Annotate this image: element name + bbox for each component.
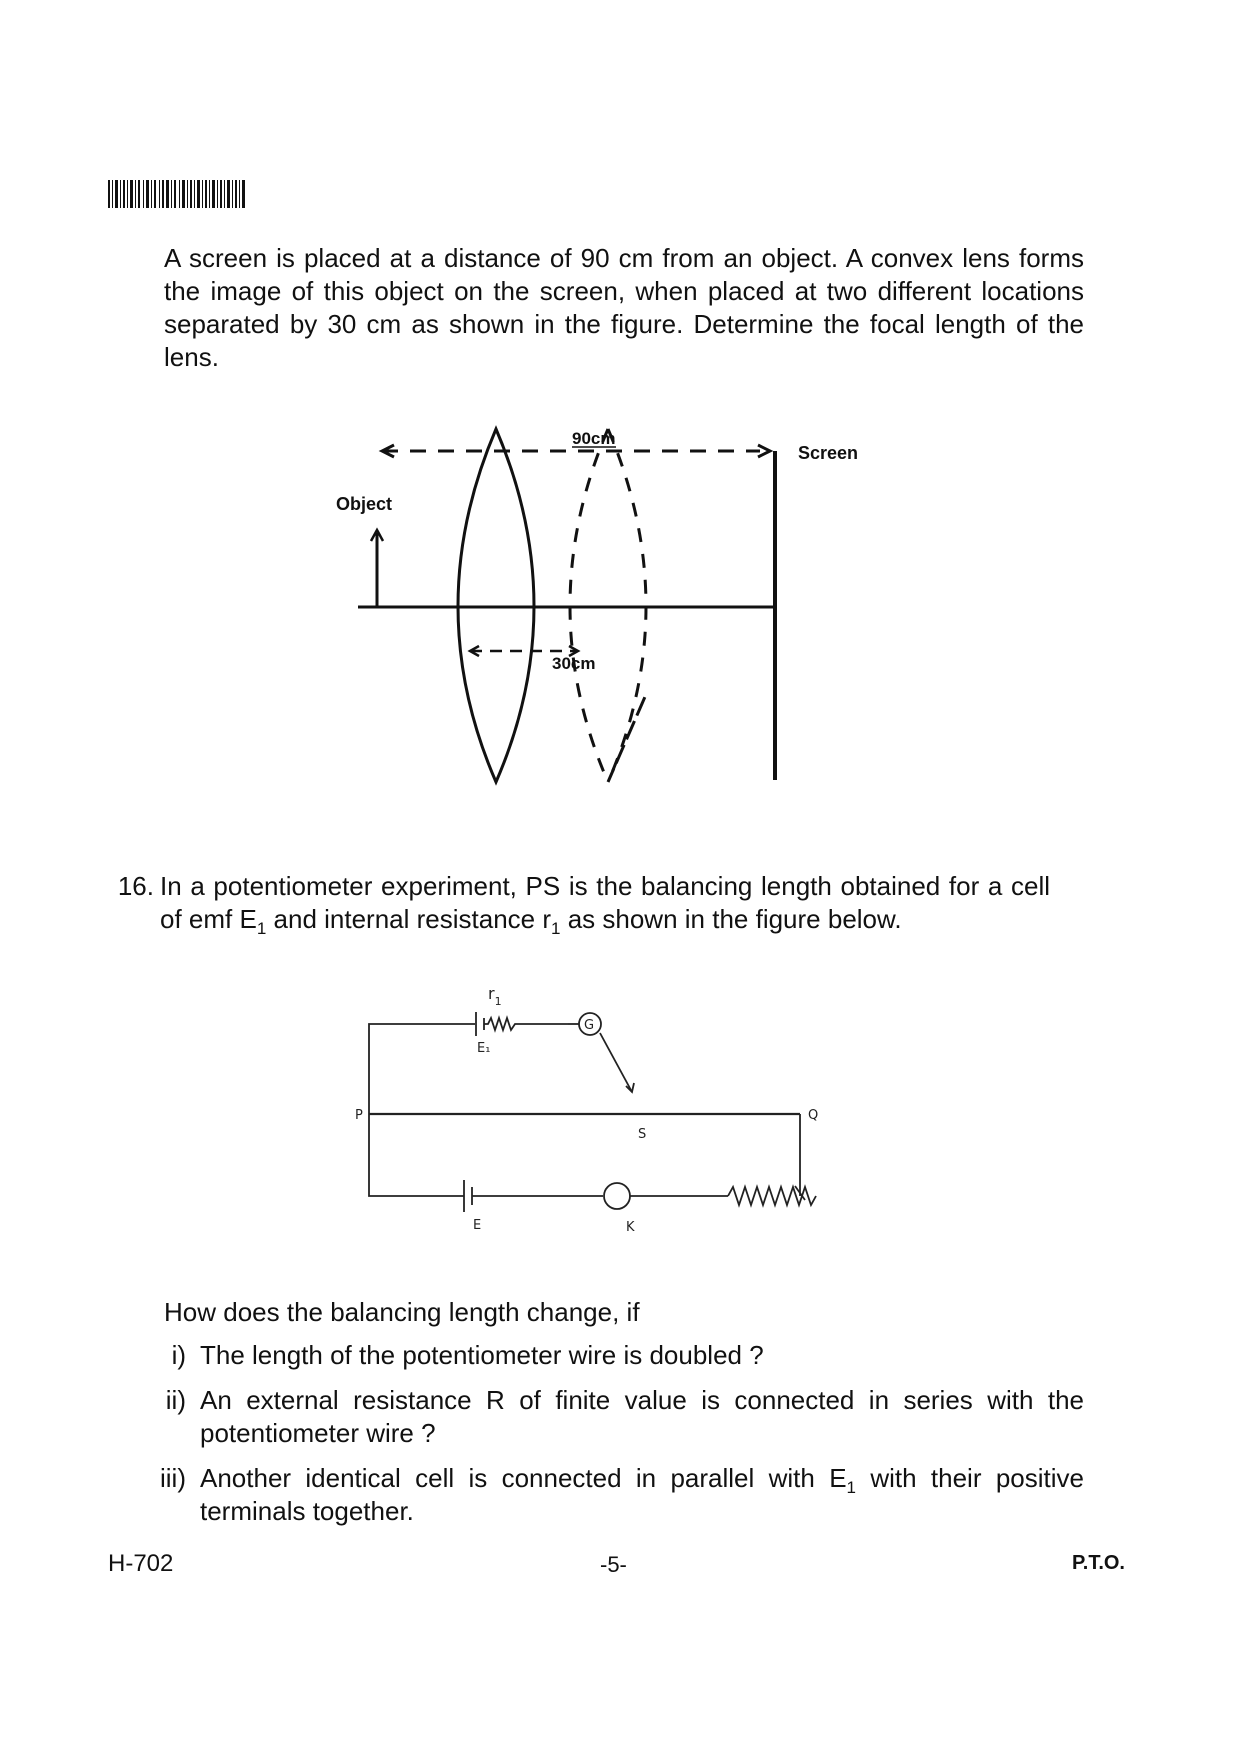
lens-figure	[320, 420, 890, 800]
k-label: K	[626, 1220, 635, 1235]
option-i	[140, 1339, 1088, 1375]
option-ii	[140, 1384, 1088, 1454]
option-iii	[140, 1462, 1088, 1532]
footer-pto: P.T.O.	[1072, 1552, 1125, 1574]
screen-label: Screen	[798, 443, 859, 463]
q-label: Q	[808, 1108, 819, 1123]
option-text: An external resistance R of finite value is connected in series with the potentiometer wire ?	[200, 1385, 1084, 1448]
sub-question-intro: How does the balancing length change, if	[164, 1297, 640, 1327]
option-number: ii)	[165, 1385, 186, 1415]
footer-code: H-702	[108, 1550, 174, 1577]
potentiometer-circuit	[340, 980, 860, 1265]
r1-label: $r_1$	[488, 984, 502, 1008]
distance-90cm-label: 90cm	[572, 429, 616, 448]
s-label: S	[638, 1127, 647, 1142]
galvanometer-label: G	[584, 1018, 595, 1033]
question-16-text: In a potentiometer experiment, PS is the balancing length obtained for a cell of emf $E_1$ and internal resistance $r_1$ as shown in the figure below.	[160, 871, 1050, 938]
footer-page-number: -5-	[600, 1552, 627, 1577]
p-label: P	[355, 1108, 363, 1123]
e1-label: E₁	[477, 1041, 491, 1056]
object-label: Object	[336, 494, 393, 514]
question-15-text: A screen is placed at a distance of 90 cm from an object. A convex lens forms the image of this object on the screen, when placed at two different locations separated by 30 cm as shown in the figure. Determine the focal length of the lens.	[164, 243, 1084, 372]
question-number: 16.	[117, 871, 154, 901]
option-number: i)	[171, 1340, 186, 1370]
question-16	[108, 870, 1088, 940]
option-number: iii)	[160, 1463, 186, 1493]
option-text: Another identical cell is connected in parallel with $E_1$ with their positive terminals together.	[200, 1463, 1084, 1526]
separation-30cm-label: 30cm	[552, 654, 596, 673]
option-text: The length of the potentiometer wire is doubled ?	[200, 1340, 764, 1370]
e-label: E	[473, 1218, 482, 1233]
barcode	[108, 180, 248, 208]
